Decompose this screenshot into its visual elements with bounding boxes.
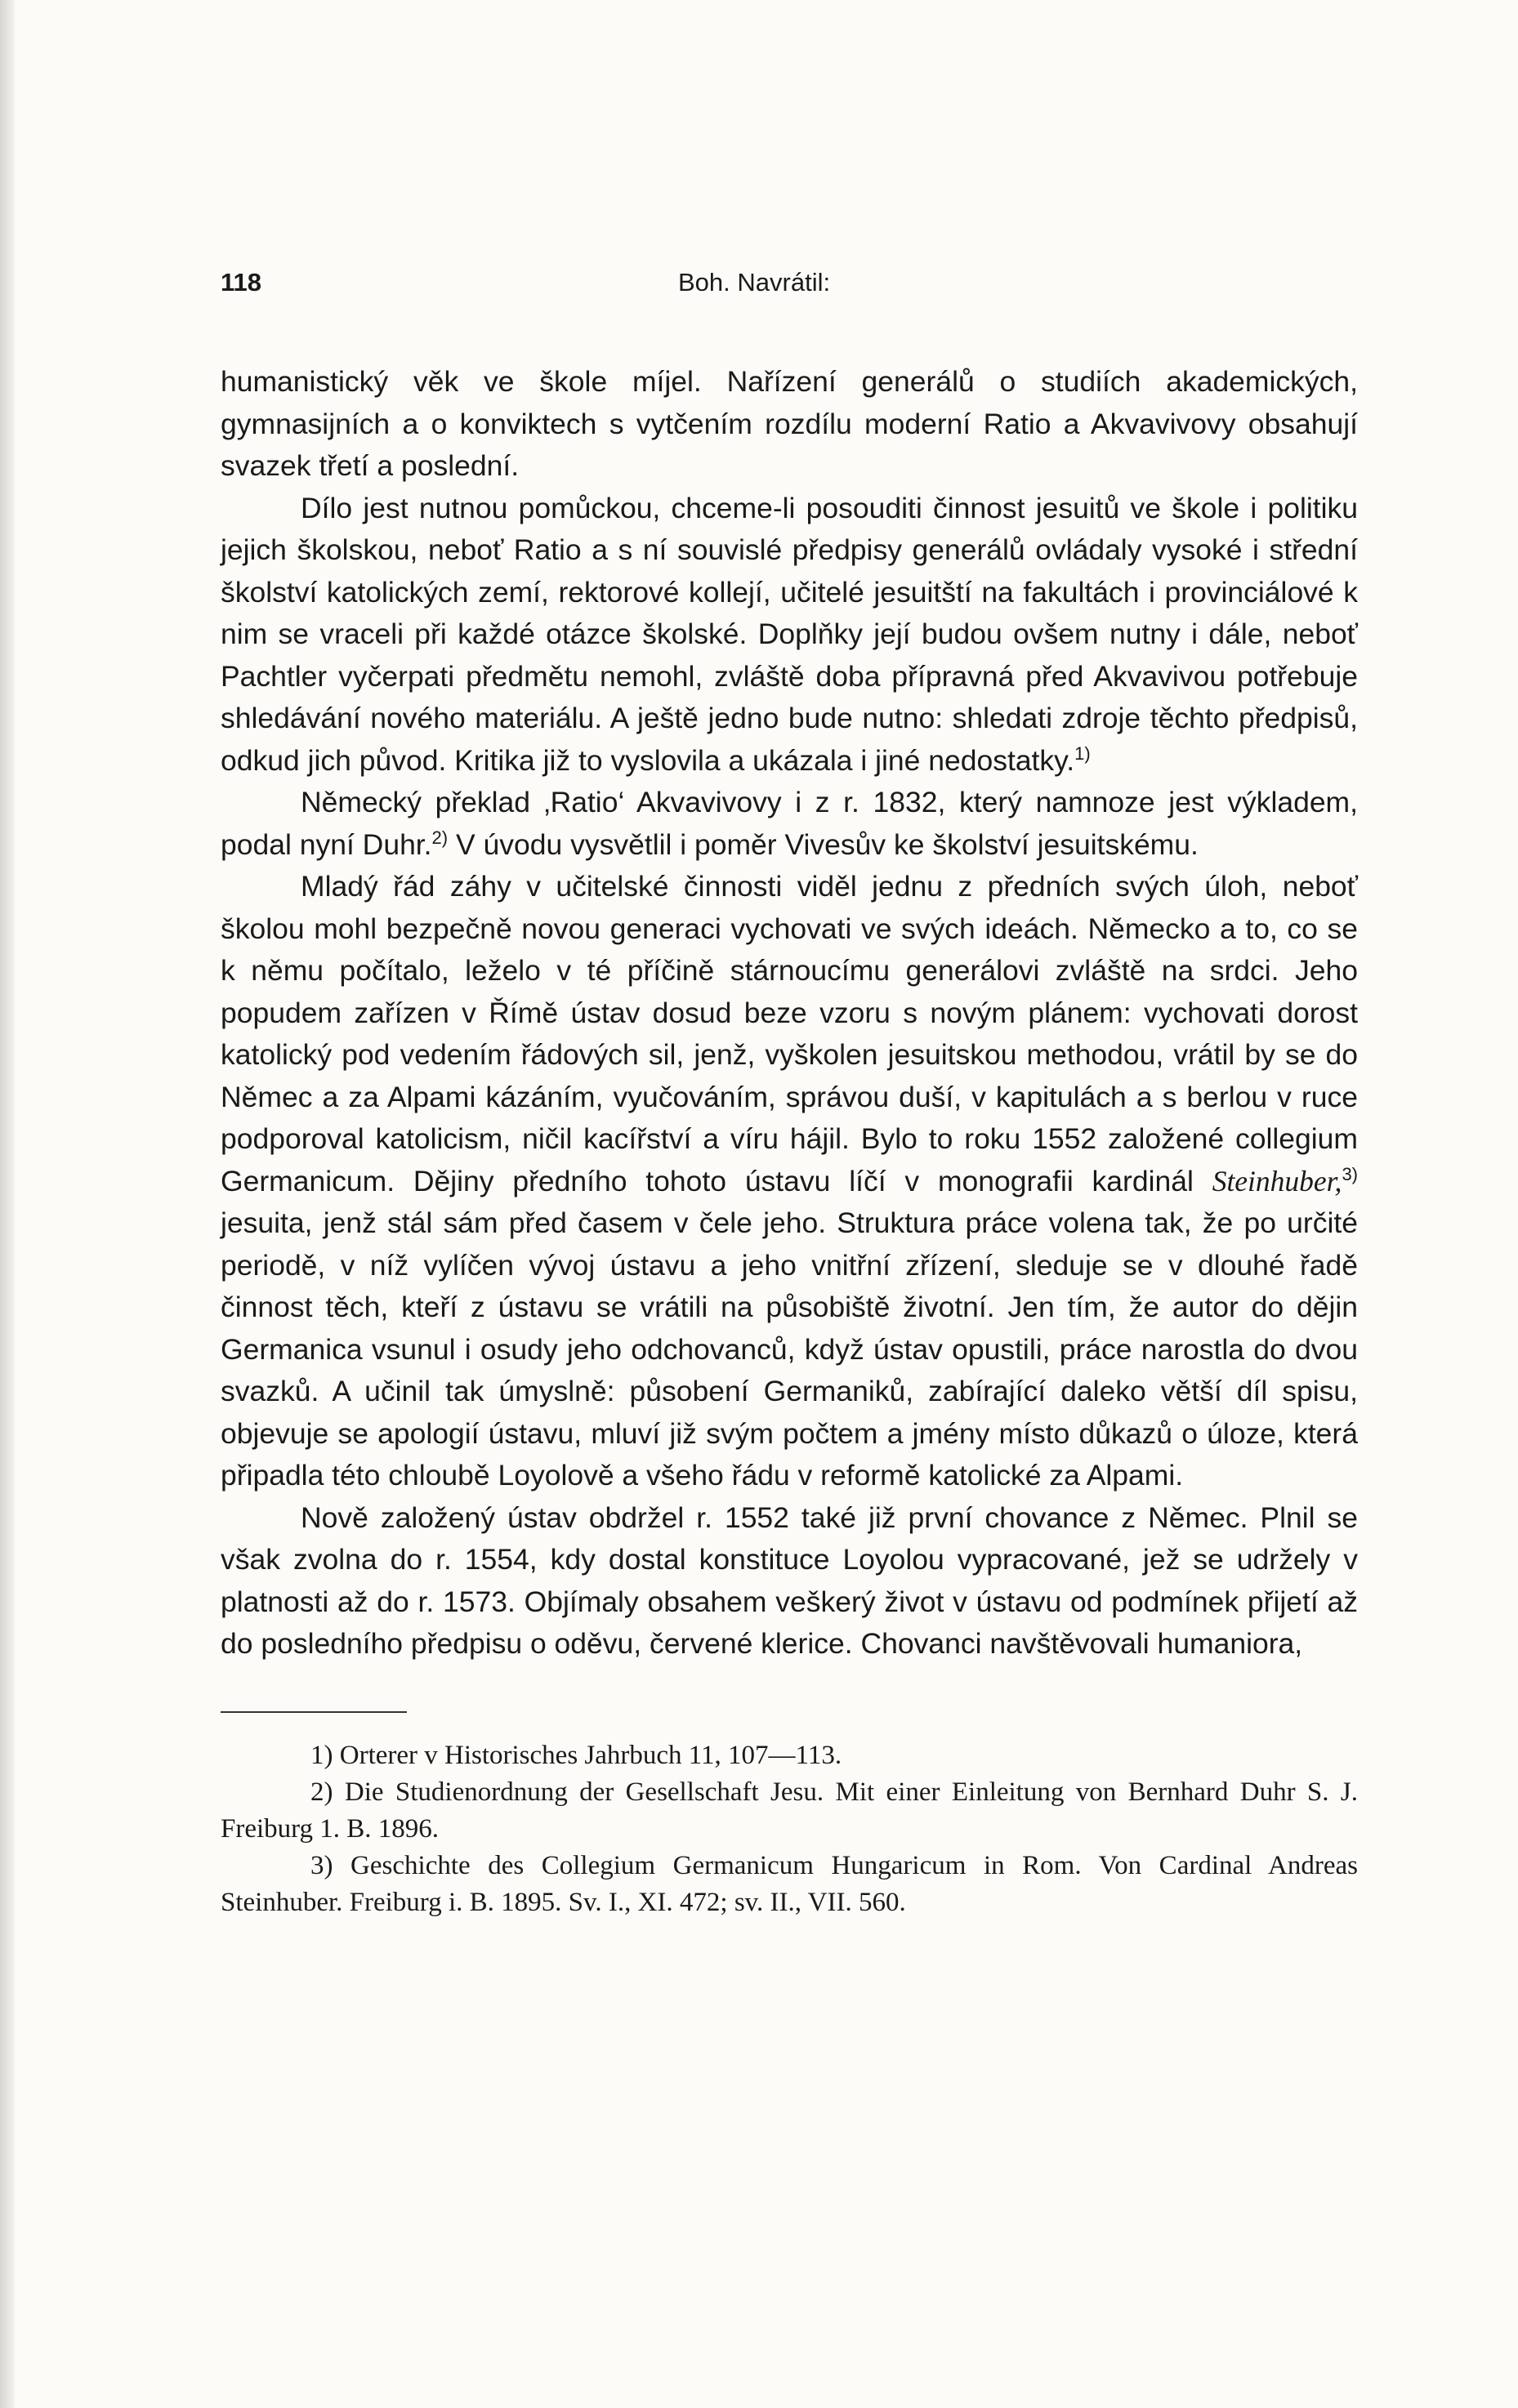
footnote-text: Orterer v Historisches Jahrbuch 11, 107—113. [333,1740,842,1770]
footnote-ref: 2) [431,827,449,848]
footnote-ref: 3) [1342,1163,1358,1184]
footnote-3 [221,1848,1358,1921]
text-run: V úvodu vysvětlil i poměr Vivesův ke školství jesuitskému. [448,827,1199,861]
page-edge-shadow [0,0,15,2408]
text-run: Mladý řád záhy v učitelské činnosti viděl jednu z předních svých úloh, neboť školou mohl bezpečně novou generaci vychovati ve svých ideách. Německo a to, co se k němu počítalo, leželo v té příčině stárnoucímu generálovi zvláště na srdci. Jeho popudem zařízen v Římě ústav dosud beze vzoru s novým plánem: vychovati dorost katolický pod vedením řádových sil, jenž, vyškolen jesuitskou methodou, vrátil by se do Němec a za Alpami kázáním, vyučováním, správou duší, v kapitulách a s berlou v ruce podporoval katolicism, ničil kacířství a víru hájil. Bylo to roku 1552 založené collegium Germanicum. Dějiny předního tohoto ústavu líčí v monografii kardinál [221,870,1358,1197]
paragraph-5 [221,1497,1358,1666]
text-run: humanistický věk ve škole míjel. Nařízení generálů o studiích akademických, gymnasijních a o konviktech s vytčením rozdílu moderní Ratio a Akvavivovy obsahují svazek třetí a poslední. [221,365,1358,482]
footnote-2 [221,1774,1358,1848]
footnote-rule [221,1711,407,1713]
page-header [221,263,1358,312]
paragraph-3 [221,782,1358,866]
text-run: Německý překlad ‚Ratio‘ Akvavivovy i z r. 1832, který namnoze jest výkladem, podal nyní Duhr. [221,786,1358,861]
text-run: jesuita, jenž stál sám před časem v čele jeho. Struktura práce volena tak, že po určité periodě, v níž vylíčen vývoj ústavu a jeho vnitřní zřízení, sleduje se v dlouhé řadě činnost těch, kteří z ústavu se vrátili na působiště životní. Jen tím, že autor do dějin Germanica vsunul i osudy jeho odchovanců, když ústav opustili, práce narostla do dvou svazků. A učinil tak úmyslně: působení Germaniků, zabírající daleko větší díl spisu, objevuje se apologií ústavu, mluví již svým počtem a jmény místo důkazů o úloze, která připadla této chloubě Loyolově a všeho řádu v reformě katolické za Alpami. [221,1206,1358,1492]
footnote-mark: 3) [310,1850,333,1880]
footnote-1 [221,1737,1358,1774]
footnote-text: Geschichte des Collegium Germanicum Hungaricum in Rom. Von Cardinal Andreas Steinhuber. Freiburg i. B. 1895. Sv. I., XI. 472; sv. II., VII. 560. [221,1850,1358,1917]
footnote-mark: 2) [310,1777,333,1807]
paragraph-2 [221,488,1358,783]
footnote-text: Die Studienordnung der Gesellschaft Jesu. Mit einer Einleitung von Bernhard Duhr S. J. Freiburg 1. B. 1896. [221,1777,1358,1844]
page-number: 118 [221,268,262,297]
body-text [221,361,1358,1666]
text-run: Dílo jest nutnou pomůckou, chceme-li posouditi činnost jesuitů ve škole i politiku jejich školskou, neboť Ratio a s ní souvislé předpisy generálů ovládaly vysoké i střední školství katolických zemí, rektorové kollejí, učitelé jesuitští na fakultách i provinciálové k nim se vraceli při každé otázce školské. Doplňky její budou ovšem nutny i dále, neboť Pachtler vyčerpati předmětu nemohl, zvláště doba přípravná před Akvavivou potřebuje shledávání nového materiálu. A ještě jedno bude nutno: shledati zdroje těchto předpisů, odkud jich původ. Kritika již to vyslovila a ukázala i jiné nedostatky. [221,491,1358,777]
paragraph-4 [221,866,1358,1497]
running-head: Boh. Navrátil: [678,268,831,297]
paragraph-1 [221,361,1358,488]
footnotes [221,1737,1358,1921]
book-page [221,263,1358,1921]
text-run: Nově založený ústav obdržel r. 1552 také již první chovance z Němec. Plnil se však zvolna do r. 1554, kdy dostal konstituce Loyolou vypracované, jež se udržely v platnosti až do r. 1573. Objímaly obsahem veškerý život v ústavu od podmínek přijetí až do posledního předpisu o oděvu, červené klerice. Chovanci navštěvovali humaniora, [221,1501,1358,1660]
footnote-mark: 1) [310,1740,333,1770]
italic-name: Steinhuber, [1212,1164,1342,1197]
footnote-ref: 1) [1074,742,1091,764]
